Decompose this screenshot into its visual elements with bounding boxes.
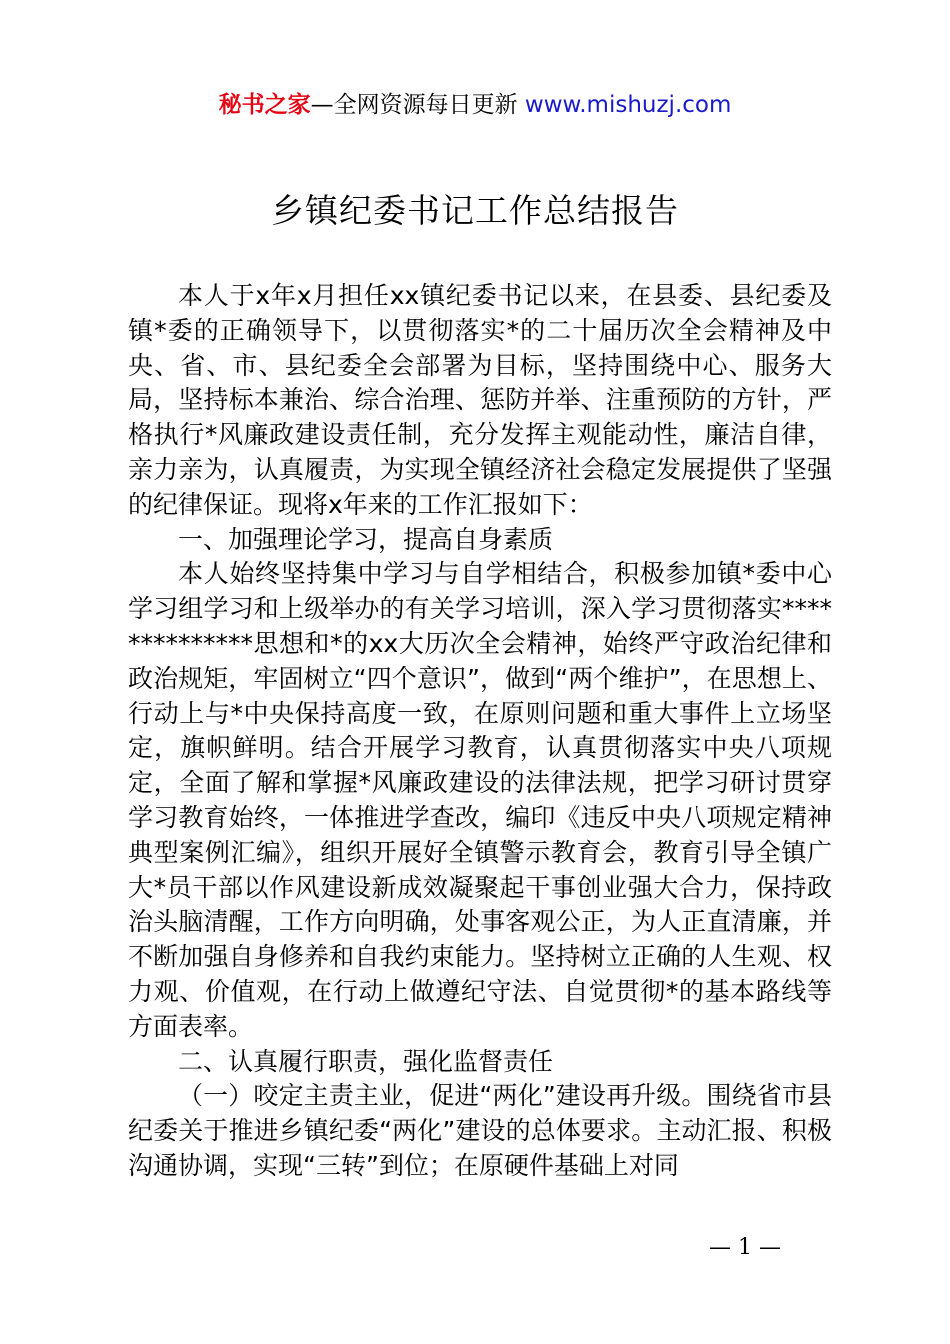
paragraph-duty: （一）咬定主责主业，促进“两化”建设再升级。围绕省市县纪委关于推进乡镇纪委“两化”建设的总体要求。主动汇报、积极沟通协调，实现“三转”到位；在原硬件基础上对同 [128, 1081, 832, 1180]
site-url[interactable]: www.mishuzj.com [524, 92, 732, 118]
section-heading-2: 二、认真履行职责，强化监督责任 [178, 1046, 554, 1076]
page-number: — 1 — [709, 1235, 781, 1260]
site-banner [0, 88, 950, 122]
document-body [128, 279, 832, 1184]
site-brand: 秘书之家 [218, 92, 311, 118]
site-tagline: —全网资源每日更新 [310, 92, 525, 118]
paragraph-intro: 本人于x年x月担任xx镇纪委书记以来，在县委、县纪委及镇*委的正确领导下，以贯彻落实*的二十届历次全会精神及中央、省、市、县纪委全会部署为目标，坚持围绕中心、服务大局，坚持标本兼治、综合治理、惩防并举、注重预防的方针，严格执行*风廉政建设责任制，充分发挥主观能动性，廉洁自律，亲力亲为，认真履责，为实现全镇经济社会稳定发展提供了坚强的纪律保证。现将x年来的工作汇报如下： [128, 281, 832, 519]
document-title: 乡镇纪委书记工作总结报告 [271, 191, 679, 230]
paragraph-study: 本人始终坚持集中学习与自学相结合，积极参加镇*委中心学习组学习和上级举办的有关学习培训，深入学习贯彻落实**************思想和*的xx大历次全会精神，始终严守政治纪律和政治规矩，牢固树立“四个意识”，做到“两个维护”，在思想上、行动上与*中央保持高度一致，在原则问题和重大事件上立场坚定，旗帜鲜明。结合开展学习教育，认真贯彻落实中央八项规定，全面了解和掌握*风廉政建设的法律法规，把学习研讨贯穿学习教育始终，一体推进学查改，编印《违反中央八项规定精神典型案例汇编》，组织开展好全镇警示教育会，教育引导全镇广大*员干部以作风建设新成效凝聚起干事创业强大合力，保持政治头脑清醒，工作方向明确，处事客观公正，为人正直清廉，并不断加强自身修养和自我约束能力。坚持树立正确的人生观、权力观、价值观，在行动上做遵纪守法、自觉贯彻*的基本路线等方面表率。 [128, 559, 832, 1041]
section-heading-1: 一、加强理论学习，提高自身素质 [178, 524, 554, 554]
